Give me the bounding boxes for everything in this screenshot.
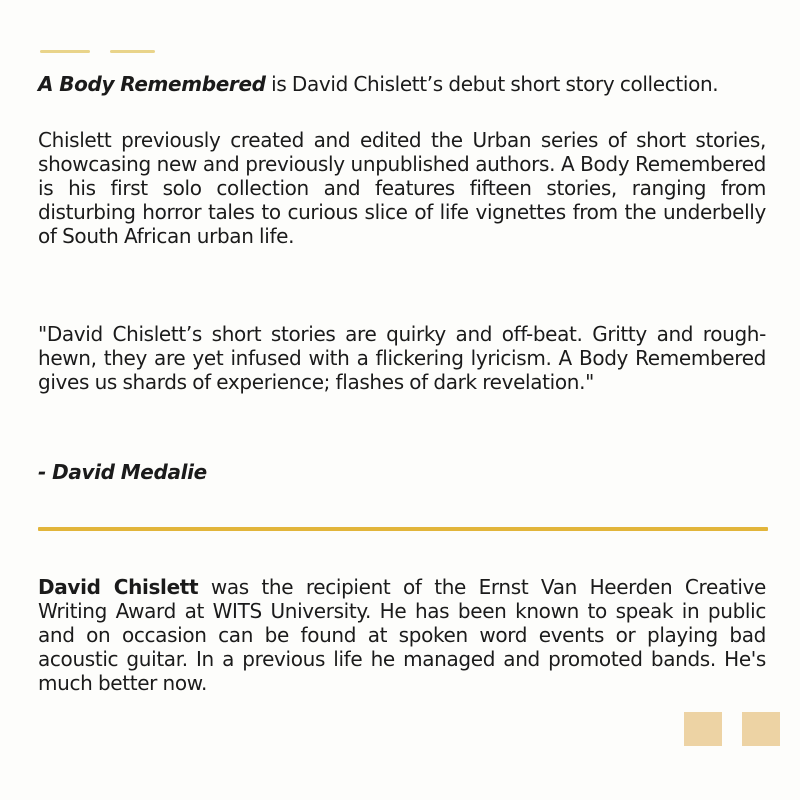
decorative-line <box>40 50 90 53</box>
bio-text: was the recipient of the Ernst Van Heerden Creative Writing Award at WITS University. He has been known to speak in public and on occasion can be found at spoken word events or playing bad acoustic guitar. In a previous life he managed and promoted bands. He's much better now. <box>38 575 766 695</box>
book-title: A Body Remembered <box>38 72 266 96</box>
author-bio <box>38 575 766 695</box>
intro-paragraph <box>38 72 766 96</box>
decorative-line <box>110 50 155 53</box>
attribution-name: - David Medalie <box>38 460 207 484</box>
decorative-square <box>742 712 780 746</box>
review-quote: "David Chislett’s short stories are quirky and off-beat. Gritty and rough-hewn, they are yet infused with a flickering lyricism. A Body Remembered gives us shards of experience; flashes of dark revelation." <box>38 322 766 394</box>
intro-text: is David Chislett’s debut short story collection. <box>265 72 719 96</box>
quote-attribution <box>38 460 766 484</box>
decorative-top-lines <box>40 50 170 54</box>
decorative-square <box>684 712 722 746</box>
section-divider <box>38 527 768 531</box>
author-name: David Chislett <box>38 575 199 599</box>
description-paragraph: Chislett previously created and edited the Urban series of short stories, showcasing new and previously unpublished authors. A Body Remembered is his first solo collection and features fifteen stories, ranging from disturbing horror tales to curious slice of life vignettes from the underbelly of South African urban life. <box>38 128 766 248</box>
